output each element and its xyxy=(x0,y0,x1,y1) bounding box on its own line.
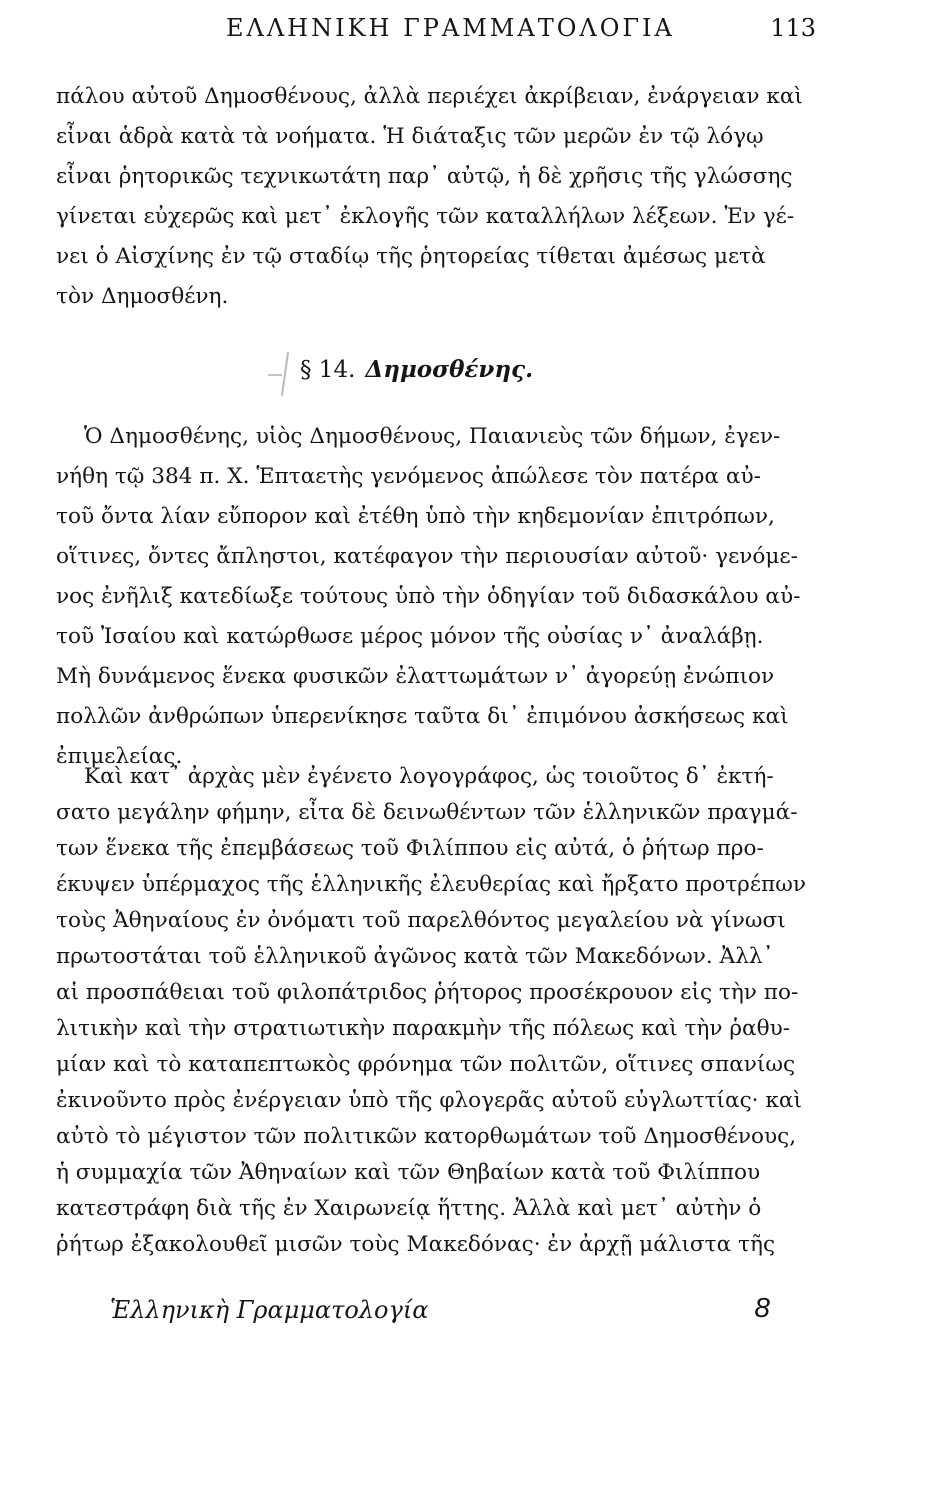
text-line: Μὴ δυνάμενος ἕνεκα φυσικῶν ἐλαττωμάτων ν᾽ ἀγορεύῃ ἐνώπιον xyxy=(56,664,775,689)
text-line: αὐτὸ τὸ μέγιστον τῶν πολιτικῶν κατορθωμάτων τοῦ Δημοσθένους, xyxy=(56,1124,797,1149)
section-number: § 14. xyxy=(300,357,356,383)
text-line: ῥήτωρ ἐξακολουθεῖ μισῶν τοὺς Μακεδόνας· ἐν ἀρχῇ μάλιστα τῆς xyxy=(56,1232,776,1257)
text-line: τοὺς Ἀθηναίους ἐν ὀνόματι τοῦ παρελθόντος μεγαλείου νὰ γίνωσι xyxy=(56,908,786,933)
text-line: κατεστράφη διὰ τῆς ἐν Χαιρωνείᾳ ἥττης. Ἀλλὰ καὶ μετ᾽ αὐτὴν ὁ xyxy=(56,1196,762,1221)
text-line: Καὶ κατ᾽ ἀρχὰς μὲν ἐγένετο λογογράφος, ὡς τοιοῦτος δ᾽ ἐκτή- xyxy=(84,764,774,789)
text-line: ἐκινοῦντο πρὸς ἐνέργειαν ὑπὸ τῆς φλογερᾶς αὐτοῦ εὐγλωττίας· καὶ xyxy=(56,1088,802,1113)
section-title: Δημοσθένης. xyxy=(365,356,534,383)
running-title: ΕΛΛΗΝΙΚΗ ΓΡΑΜΜΑΤΟΛΟΓΙΑ xyxy=(226,14,675,42)
text-line: Ὁ Δημοσθένης, υἱὸς Δημοσθένους, Παιανιεὺς τῶν δήμων, ἐγεν- xyxy=(84,424,781,449)
running-head xyxy=(56,14,820,56)
text-line: νει ὁ Αἰσχίνης ἐν τῷ σταδίῳ τῆς ῥητορείας τίθεται ἀμέσως μετὰ xyxy=(56,244,766,269)
text-line: τὸν Δημοσθένη. xyxy=(56,284,229,309)
signature-footer xyxy=(110,1292,800,1336)
text-line: μίαν καὶ τὸ καταπεπτωκὸς φρόνημα τῶν πολιτῶν, οἵτινες σπανίως xyxy=(56,1052,796,1077)
text-line: τοῦ ὄντα λίαν εὔπορον καὶ ἐτέθη ὑπὸ τὴν κηδεμονίαν ἐπιτρόπων, xyxy=(56,504,775,529)
text-line: εἶναι ῥητορικῶς τεχνικωτάτη παρ᾽ αὐτῷ, ἡ δὲ χρῆσις τῆς γλώσσης xyxy=(56,164,793,189)
text-line: πρωτοστάται τοῦ ἑλληνικοῦ ἀγῶνος κατὰ τῶν Μακεδόνων. Ἀλλ᾽ xyxy=(56,944,774,969)
text-line: των ἕνεκα τῆς ἐπεμβάσεως τοῦ Φιλίππου εἰς αὐτά, ὁ ῥήτωρ προ- xyxy=(56,836,764,861)
pencil-mark xyxy=(281,352,289,396)
text-line: έκυψεν ὑπέρμαχος τῆς ἑλληνικῆς ἐλευθερίας καὶ ἤρξατο προτρέπων xyxy=(56,872,806,897)
page-number: 113 xyxy=(770,14,816,42)
text-line: αἱ προσπάθειαι τοῦ φιλοπάτριδος ῥήτορος προσέκρουον εἰς τὴν πο- xyxy=(56,980,799,1005)
signature-title: Ἑλληνικὴ Γραμματολογία xyxy=(110,1296,429,1324)
text-line: τοῦ Ἰσαίου καὶ κατώρθωσε μέρος μόνον τῆς οὐσίας ν᾽ ἀναλάβῃ. xyxy=(56,624,764,649)
text-line: ἐπιμελείας. xyxy=(56,744,183,769)
text-line: νος ἐνῆλιξ κατεδίωξε τούτους ὑπὸ τὴν ὁδηγίαν τοῦ διδασκάλου αὐ- xyxy=(56,584,801,609)
pencil-tick xyxy=(268,374,282,376)
text-line: πάλου αὐτοῦ Δημοσθένους, ἀλλὰ περιέχει ἀκρίβειαν, ἐνάργειαν καὶ xyxy=(56,84,803,109)
text-line: ἡ συμμαχία τῶν Ἀθηναίων καὶ τῶν Θηβαίων κατὰ τοῦ Φιλίππου xyxy=(56,1160,761,1185)
signature-mark: 8 xyxy=(754,1292,770,1323)
text-line: γίνεται εὐχερῶς καὶ μετ᾽ ἐκλογῆς τῶν καταλλήλων λέξεων. Ἐν γέ- xyxy=(56,204,795,229)
text-line: οἵτινες, ὄντες ἄπληστοι, κατέφαγον τὴν περιουσίαν αὐτοῦ· γενόμε- xyxy=(56,544,798,569)
text-line: πολλῶν ἀνθρώπων ὑπερενίκησε ταῦτα δι᾽ ἐπιμόνου ἀσκήσεως καὶ xyxy=(56,704,789,729)
text-line: σατο μεγάλην φήμην, εἶτα δὲ δεινωθέντων τῶν ἑλληνικῶν πραγμά- xyxy=(56,800,798,825)
text-line: νήθη τῷ 384 π. Χ. Ἑπταετὴς γενόμενος ἀπώλεσε τὸν πατέρα αὐ- xyxy=(56,464,761,489)
text-line: εἶναι ἁδρὰ κατὰ τὰ νοήματα. Ἡ διάταξις τῶν μερῶν ἐν τῷ λόγῳ xyxy=(56,124,764,149)
text-line: λιτικὴν καὶ τὴν στρατιωτικὴν παρακμὴν τῆς πόλεως καὶ τὴν ῥαθυ- xyxy=(56,1016,791,1041)
section-heading xyxy=(300,356,533,383)
